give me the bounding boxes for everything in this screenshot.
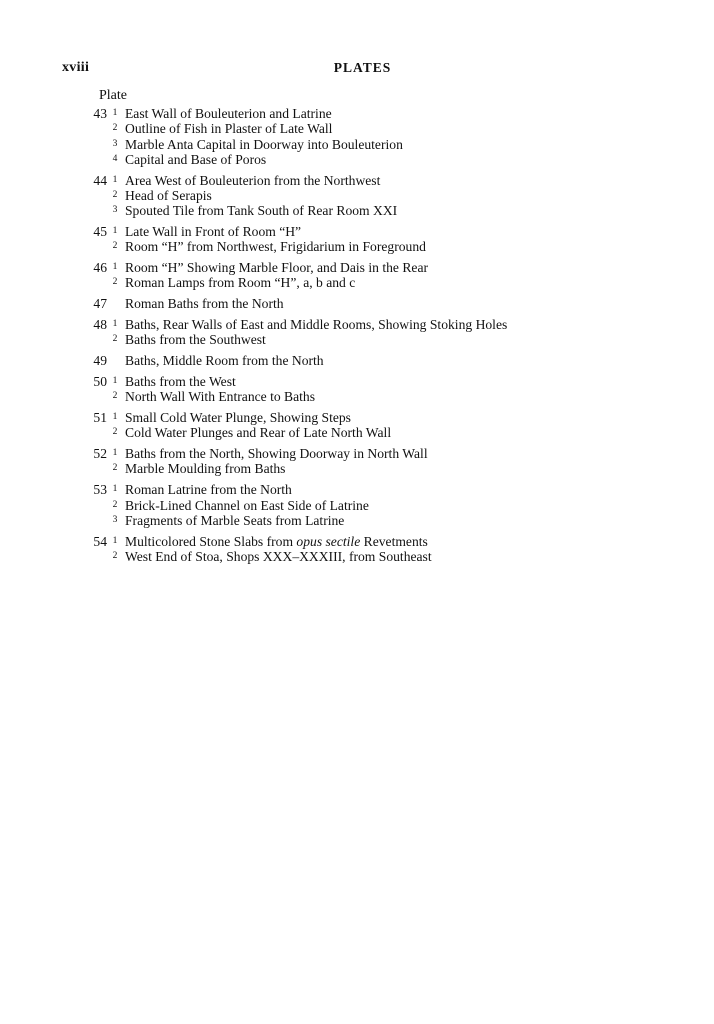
plate-number: 46 (93, 260, 107, 276)
caption-text: Multicolored Stone Slabs from (125, 533, 297, 549)
plate-caption (125, 534, 428, 549)
plate-entry (0, 389, 714, 404)
plate-entry (0, 425, 714, 440)
plate-caption: Room “H” from Northwest, Frigidarium in Foreground (125, 239, 426, 255)
page-number: xviii (62, 60, 90, 75)
plate-entry (0, 239, 714, 254)
plate-number: 51 (93, 410, 107, 426)
plate-number: 49 (93, 353, 107, 369)
plate-caption: Small Cold Water Plunge, Showing Steps (125, 410, 351, 426)
running-title: PLATES (333, 60, 392, 75)
figure-number: 2 (112, 334, 118, 345)
plate-entry (0, 446, 714, 461)
plate-entry (0, 296, 714, 311)
plate-entry (0, 152, 714, 167)
plate-number: 48 (93, 317, 107, 333)
figure-number: 2 (112, 391, 118, 402)
plate-caption: Baths, Middle Room from the North (125, 353, 324, 369)
plate-group (0, 260, 714, 291)
plate-caption: Fragments of Marble Seats from Latrine (125, 512, 345, 528)
plate-caption: Cold Water Plunges and Rear of Late North Wall (125, 425, 392, 441)
figure-number: 1 (112, 174, 118, 185)
figure-number: 2 (112, 277, 118, 288)
plate-number: 47 (93, 296, 107, 312)
plate-caption: West End of Stoa, Shops XXX–XXXIII, from Southeast (125, 548, 432, 564)
plate-number: 54 (93, 533, 107, 549)
figure-number: 1 (112, 448, 118, 459)
plate-caption: Brick-Lined Channel on East Side of Latrine (125, 497, 369, 513)
figure-number: 2 (112, 463, 118, 474)
plate-caption: Baths, Rear Walls of East and Middle Rooms, Showing Stoking Holes (125, 317, 508, 333)
plate-caption: East Wall of Bouleuterion and Latrine (125, 106, 332, 121)
plate-entry (0, 317, 714, 332)
plate-caption: Head of Serapis (125, 187, 212, 203)
plate-number: 52 (93, 446, 107, 462)
figure-number: 2 (112, 189, 118, 200)
plate-entry (0, 203, 714, 218)
figure-number: 2 (112, 123, 118, 134)
plate-caption: Roman Baths from the North (125, 296, 284, 312)
plate-entry (0, 513, 714, 528)
plate-caption: Capital and Base of Poros (125, 151, 267, 167)
plate-entry (0, 410, 714, 425)
plate-entry (0, 374, 714, 389)
plate-entry (0, 549, 714, 564)
figure-number: 4 (112, 153, 118, 164)
figure-number: 1 (112, 535, 118, 546)
figure-number: 3 (112, 205, 118, 216)
plate-entry (0, 188, 714, 203)
plate-caption: Outline of Fish in Plaster of Late Wall (125, 121, 333, 137)
plate-number: 53 (93, 482, 107, 498)
figure-number: 1 (112, 375, 118, 386)
plate-entry (0, 121, 714, 136)
figure-number: 1 (112, 484, 118, 495)
plate-entry (0, 353, 714, 368)
plate-entry (0, 275, 714, 290)
plate-entry (0, 106, 714, 121)
figure-number: 1 (112, 319, 118, 330)
plate-group (0, 296, 714, 311)
plate-caption: Marble Anta Capital in Doorway into Bouleuterion (125, 136, 403, 152)
plate-entry (0, 332, 714, 347)
plate-group (0, 446, 714, 477)
plate-group (0, 224, 714, 255)
caption-text: Revetments (360, 533, 428, 549)
plate-caption: Roman Latrine from the North (125, 482, 292, 498)
plate-group (0, 106, 714, 167)
figure-number: 2 (112, 427, 118, 438)
figure-number: 1 (112, 108, 118, 118)
plate-caption: Spouted Tile from Tank South of Rear Room XXI (125, 203, 398, 219)
plate-number: 43 (93, 106, 107, 121)
figure-number: 1 (112, 226, 118, 237)
plate-group (0, 374, 714, 405)
figure-number: 3 (112, 514, 118, 525)
plate-caption: Baths from the West (125, 373, 236, 389)
running-header (62, 60, 633, 80)
plate-entry (0, 137, 714, 152)
plate-group (0, 410, 714, 441)
plate-list (0, 106, 714, 570)
plate-group (0, 534, 714, 565)
figure-number: 3 (112, 138, 118, 149)
plate-number: 50 (93, 373, 107, 389)
plate-entry (0, 173, 714, 188)
figure-number: 1 (112, 262, 118, 273)
plate-number: 45 (93, 224, 107, 240)
plate-column-heading: Plate (99, 88, 127, 103)
figure-number: 2 (112, 499, 118, 510)
figure-number: 2 (112, 241, 118, 252)
plate-entry (0, 482, 714, 497)
plate-group (0, 482, 714, 528)
plate-caption: North Wall With Entrance to Baths (125, 389, 316, 405)
plate-caption: Roman Lamps from Room “H”, a, b and c (125, 275, 356, 291)
plate-entry (0, 224, 714, 239)
plate-group (0, 353, 714, 368)
plate-number: 44 (93, 172, 107, 188)
plate-caption: Marble Moulding from Baths (125, 461, 286, 477)
caption-italic-term: opus sectile (296, 533, 361, 549)
figure-number: 2 (112, 550, 118, 561)
plate-group (0, 173, 714, 219)
plate-entry (0, 498, 714, 513)
plate-caption: Area West of Bouleuterion from the Northwest (125, 172, 381, 188)
plate-caption: Baths from the Southwest (125, 332, 266, 348)
plate-caption: Baths from the North, Showing Doorway in North Wall (125, 446, 428, 462)
figure-number: 1 (112, 412, 118, 423)
plate-group (0, 317, 714, 348)
plate-caption: Room “H” Showing Marble Floor, and Dais in the Rear (125, 260, 428, 276)
plate-entry (0, 260, 714, 275)
plate-entry (0, 534, 714, 549)
plate-entry (0, 461, 714, 476)
plate-caption: Late Wall in Front of Room “H” (125, 224, 302, 240)
